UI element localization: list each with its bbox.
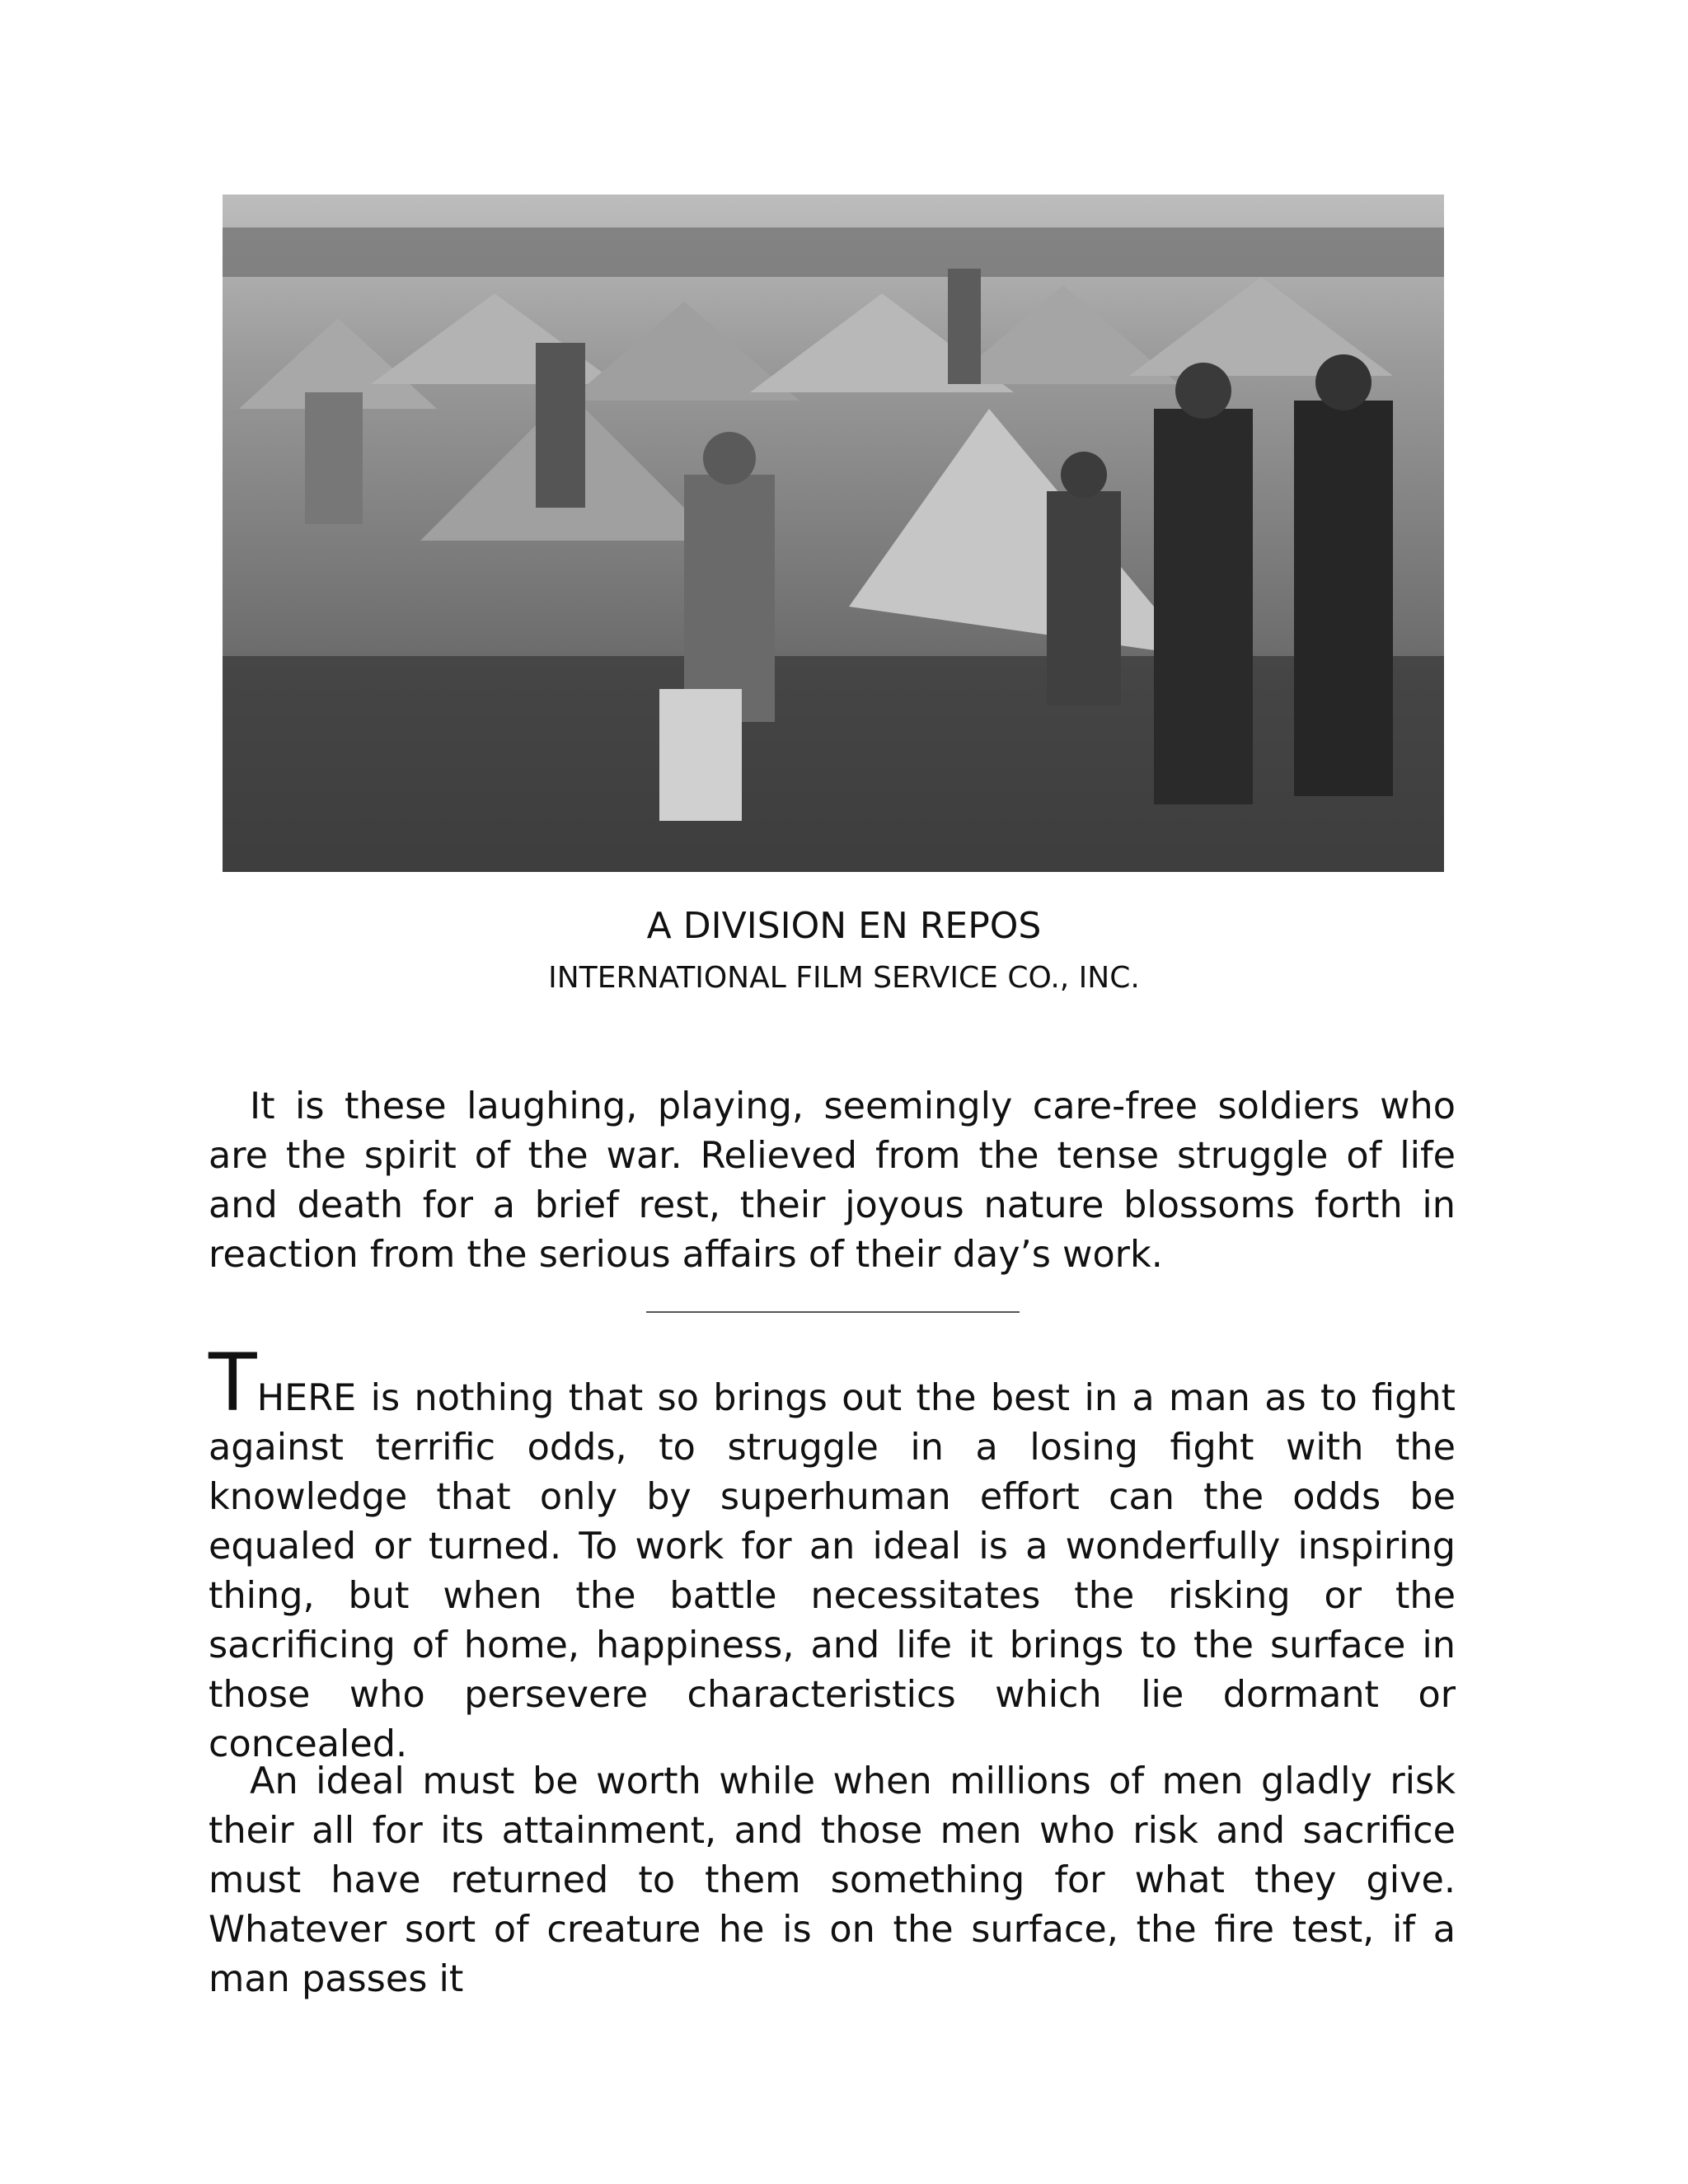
caption-credit: INTERNATIONAL FILM SERVICE CO., INC. <box>548 961 1140 995</box>
photograph-icon <box>223 194 1444 872</box>
paragraph-body: An ideal must be worth while when millions of men gladly risk their all for its attainment, and those men who risk and sacrifice must have returned to them something for what they give. Whatever sort of creature he is on the surface, the fire test, if a man passes it <box>209 1760 1456 2000</box>
paragraph-caption-text: It is these laughing, playing, seemingly care-free soldiers who are the spirit of the war. Relieved from the tense struggle of life and death for a brief rest, their joyous nature blossoms forth in reaction from the serious affairs of their day’s work. <box>209 1085 1456 1276</box>
section-divider <box>646 1311 1020 1313</box>
drop-cap-letter: T <box>209 1337 257 1429</box>
camp-photograph <box>223 194 1444 872</box>
caption-title: A DIVISION EN REPOS <box>646 905 1042 947</box>
paragraph-opening <box>209 1337 1456 1769</box>
paragraph-opening-text: HERE is nothing that so brings out the best in a man as to fight against terrific odds, to struggle in a losing fight with the knowledge that only by superhuman effort can the odds be equaled or turned. To work for an ideal is a wonderfully inspiring thing, but when the battle necessitates the risking or the sacrificing of home, happiness, and life it brings to the surface in those who persevere characteristics which lie dormant or concealed. <box>209 1377 1456 1765</box>
